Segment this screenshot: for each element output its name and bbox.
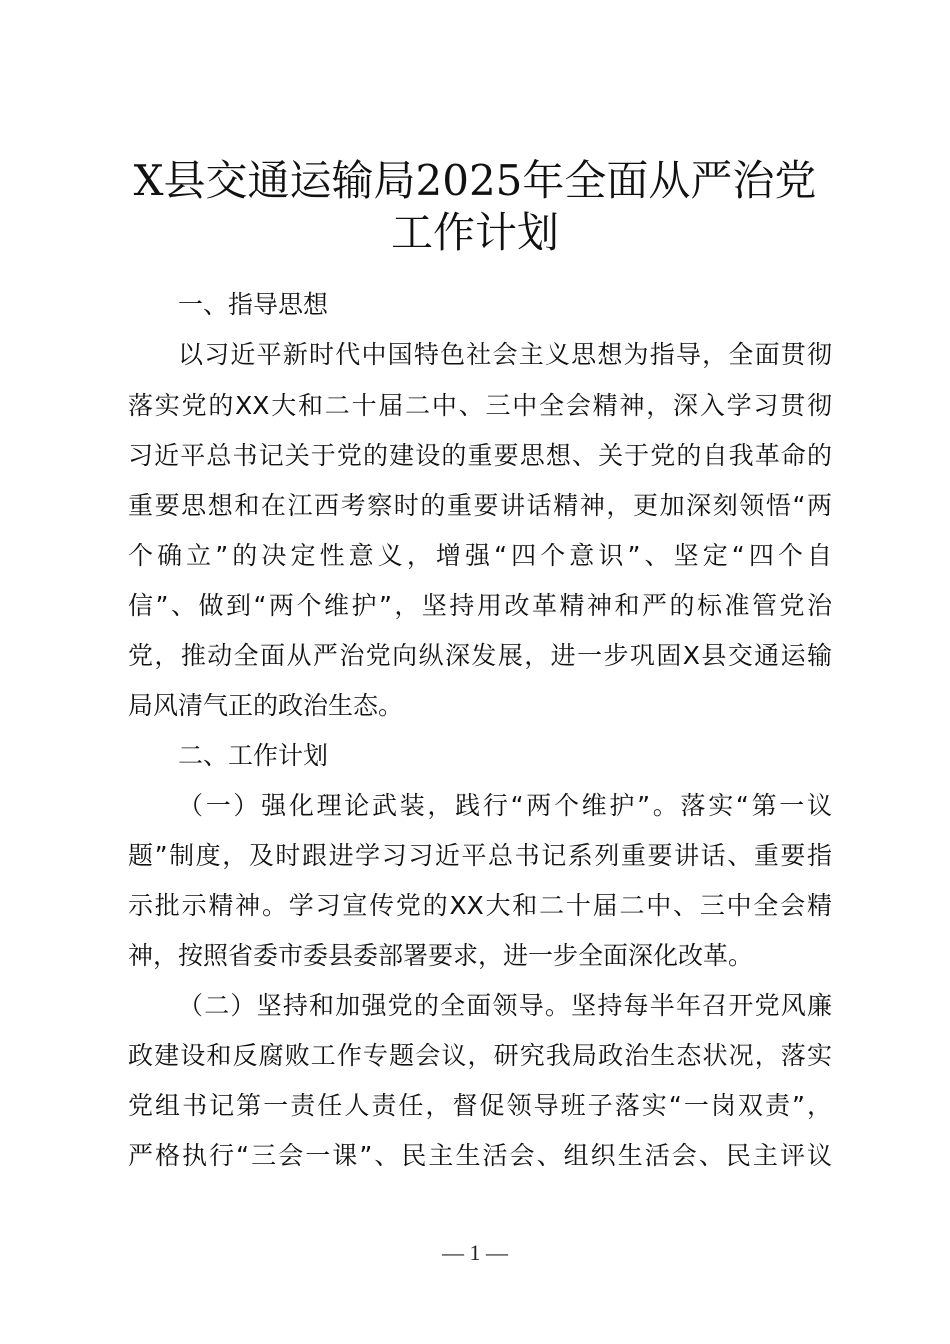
paragraph-line: 习近平总书记关于党的建设的重要思想、关于党的自我革命的 <box>128 441 832 470</box>
paragraph-line: 重要思想和在江西考察时的重要讲话精神，更加深刻领悟“两 <box>128 491 832 520</box>
paragraph-line: 个确立”的决定性意义，增强“四个意识”、坚定“四个自 <box>128 541 832 570</box>
paragraph-line: （一）强化理论武装，践行“两个维护”。落实“第一议 <box>178 791 832 820</box>
paragraph-line: 神，按照省委市委县委部署要求，进一步全面深化改革。 <box>128 941 754 970</box>
paragraph-line: 严格执行“三会一课”、民主生活会、组织生活会、民主评议 <box>128 1141 832 1170</box>
paragraph-line: 示批示精神。学习宣传党的XX大和二十届二中、三中全会精 <box>128 891 832 920</box>
document-title-line-1: X县交通运输局2025年全面从严治党 <box>133 156 817 205</box>
paragraph-line: 以习近平新时代中国特色社会主义思想为指导，全面贯彻 <box>178 340 832 369</box>
paragraph-line: 题”制度，及时跟进学习习近平总书记系列重要讲话、重要指 <box>128 841 832 870</box>
page-number: — 1 — <box>442 1240 508 1265</box>
paragraph-line: 落实党的XX大和二十届二中、三中全会精神，深入学习贯彻 <box>128 391 832 420</box>
section-heading-guiding-ideology: 一、指导思想 <box>178 290 329 319</box>
paragraph-line: 党组书记第一责任人责任，督促领导班子落实“一岗双责”， <box>128 1091 832 1120</box>
paragraph-line: 信”、做到“两个维护”，坚持用改革精神和严的标准管党治 <box>128 591 832 620</box>
paragraph-line: 局风清气正的政治生态。 <box>128 691 404 720</box>
paragraph-line: 政建设和反腐败工作专题会议，研究我局政治生态状况，落实 <box>128 1041 832 1070</box>
paragraph-line: 党，推动全面从严治党向纵深发展，进一步巩固X县交通运输 <box>128 641 832 670</box>
section-heading-work-plan: 二、工作计划 <box>178 741 329 770</box>
paragraph-line: （二）坚持和加强党的全面领导。坚持每半年召开党风廉 <box>178 991 832 1020</box>
document-title-line-2: 工作计划 <box>390 208 559 257</box>
